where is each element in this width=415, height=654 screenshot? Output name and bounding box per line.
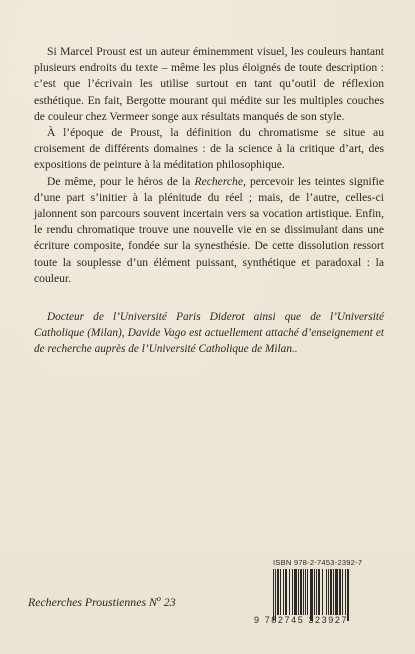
isbn-number: ISBN 978-2-7453-2392-7 xyxy=(273,558,363,567)
series-name: Recherches Proustiennes N xyxy=(28,594,157,609)
barcode-bars xyxy=(273,569,391,615)
barcode-digits: 9 782745 323927 xyxy=(254,615,349,625)
synopsis-paragraph-1: Si Marcel Proust est un auteur éminemment visuel, les couleurs hantant plusieurs endroits du texte – même les plus éloignés de toute description : c’est que l’écrivain les utilise surtout en tant qu’outil de réflexion esthétique. En fait, Bergotte mourant qui médite sur les multiples couches de couleur chez Vermeer songe aux résultats manqués de son style. xyxy=(34,45,384,123)
barcode-bar xyxy=(348,569,349,621)
synopsis-paragraph-3 xyxy=(34,174,384,287)
isbn-barcode xyxy=(254,558,394,630)
author-bio: Docteur de l’Université Paris Diderot ainsi que de l’Université Catholique (Milan), Davide Vago est actuellement attaché d’enseignement et de recherche auprès de l’Université Catholique de Milan.. xyxy=(34,311,384,356)
synopsis-paragraph-2: À l’époque de Proust, la définition du chromatisme se situe au croisement de différents domaines : de la science à la critique d’art, des expositions de peinture à la méditation philosophique. xyxy=(34,126,384,172)
synopsis-paragraph-3-start: De même, pour le héros de la xyxy=(47,174,195,188)
series-label xyxy=(28,594,176,610)
series-number-sign: o xyxy=(156,594,161,603)
recherche-title: Recherche xyxy=(194,174,243,188)
synopsis-paragraph-3-end: , percevoir les teintes signifie d’une part s’initier à la plénitude du réel ; mais, de l’autre, celles-ci jalonnent son parcours souvent incertain vers sa vocation artistique. Enfin, le rendu chromatique trouve une nouvelle vie en se dissimulant dans une écriture composite, fondée sur la synesthésie. De cette dissolution ressort toute la souplesse d’un élément puissant, synthétique et paradoxal : la couleur. xyxy=(34,174,384,285)
series-number: 23 xyxy=(160,594,176,609)
synopsis-text xyxy=(34,44,384,287)
